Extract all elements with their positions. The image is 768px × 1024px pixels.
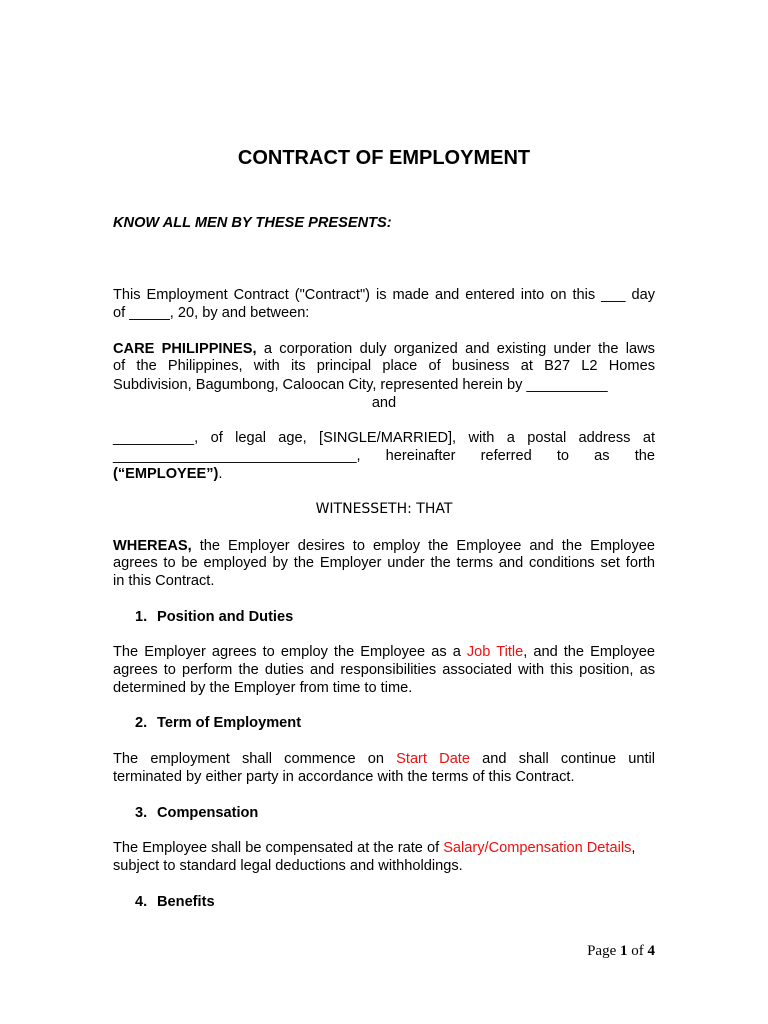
salary-placeholder: Salary/Compensation Details — [443, 840, 632, 856]
whereas-text-1: the Employer desires to employ the Employee and the Employee — [191, 538, 655, 554]
section-2-line-2: terminated by either party in accordance with the terms of this Contract. — [113, 769, 575, 785]
section-number: 1. — [135, 609, 148, 625]
employee-line-2: ______________________________, hereinafter referred to as the — [113, 448, 655, 464]
section-1-text-post: , and the Employee — [523, 644, 655, 660]
job-title-placeholder: Job Title — [466, 644, 524, 660]
and-connector: and — [371, 395, 397, 411]
whereas-line-2: agrees to be employed by the Employer under the terms and conditions set forth — [113, 555, 655, 571]
preamble: KNOW ALL MEN BY THESE PRESENTS: — [113, 215, 392, 231]
page-number-footer — [113, 942, 655, 960]
whereas-line-1 — [113, 537, 655, 555]
section-title: Position and Duties — [157, 609, 294, 625]
start-date-placeholder: Start Date — [396, 751, 470, 767]
witnesseth-heading: WITNESSETH: THAT — [315, 501, 453, 517]
employee-label: (“EMPLOYEE”) — [113, 466, 219, 482]
section-1-line-3: determined by the Employer from time to time. — [113, 680, 413, 696]
section-heading-benefits — [113, 893, 655, 911]
page-label: Page — [587, 943, 620, 959]
section-number: 3. — [135, 805, 148, 821]
total-pages-number: 4 — [647, 943, 655, 959]
section-title: Term of Employment — [157, 715, 302, 731]
current-page-number: 1 — [620, 943, 628, 959]
whereas-line-3: in this Contract. — [113, 573, 215, 589]
section-1-line-1 — [113, 643, 655, 661]
section-heading-position-duties — [113, 608, 655, 626]
section-number: 2. — [135, 715, 148, 731]
employer-name: CARE PHILIPPINES, — [113, 341, 257, 357]
section-heading-term-of-employment — [113, 714, 655, 732]
section-2-text-post: and shall continue until — [469, 751, 656, 767]
employee-line-3 — [113, 465, 655, 483]
of-label: of — [627, 943, 648, 959]
section-3-line-2: subject to standard legal deductions and withholdings. — [113, 858, 463, 874]
whereas-keyword: WHEREAS, — [113, 538, 192, 554]
section-3-text-post: , — [631, 840, 636, 856]
employee-end: . — [218, 466, 223, 482]
employer-line-2: of the Philippines, with its principal place of business at B27 L2 Homes — [113, 358, 655, 374]
section-1-text-pre: The Employer agrees to employ the Employee as a — [113, 644, 467, 660]
section-3-text-pre: The Employee shall be compensated at the rate of — [113, 840, 444, 856]
employer-line-1 — [113, 340, 655, 358]
employee-line-1: __________, of legal age, [SINGLE/MARRIED], with a postal address at — [113, 430, 655, 446]
section-1-line-2: agrees to perform the duties and responsibilities associated with this position, as — [113, 662, 655, 678]
section-2-line-1 — [113, 750, 655, 768]
intro-line-2: of _____, 20, by and between: — [113, 305, 310, 321]
employer-line-3: Subdivision, Bagumbong, Caloocan City, represented herein by __________ — [113, 377, 608, 393]
section-2-text-pre: The employment shall commence on — [113, 751, 397, 767]
section-number: 4. — [135, 894, 148, 910]
employer-desc-1: a corporation duly organized and existing under the laws — [256, 341, 655, 357]
document-title: CONTRACT OF EMPLOYMENT — [237, 147, 531, 169]
section-title: Benefits — [157, 894, 215, 910]
intro-line-1: This Employment Contract ("Contract") is made and entered into on this ___ day — [113, 287, 655, 303]
section-heading-compensation — [113, 804, 655, 822]
section-title: Compensation — [157, 805, 259, 821]
section-3-line-1 — [113, 839, 655, 857]
